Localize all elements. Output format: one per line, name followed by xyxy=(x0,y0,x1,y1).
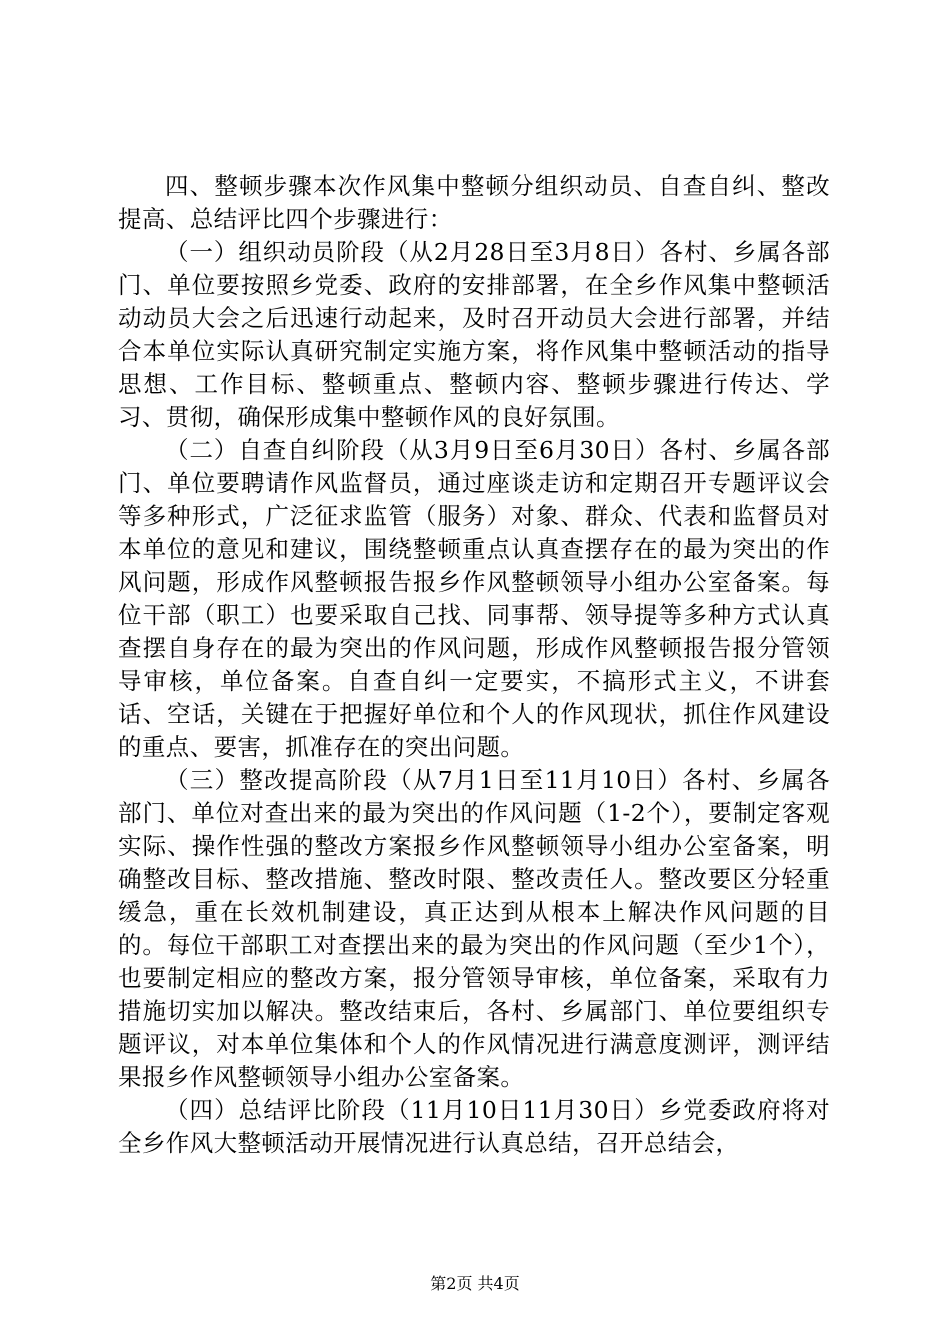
paragraph-stage-4: （四）总结评比阶段（11月10日11月30日）乡党委政府将对全乡作风大整顿活动开展情况进行认真总结，召开总结会， xyxy=(118,1096,830,1157)
page-number: 第2页 共4页 xyxy=(430,1274,520,1293)
document-body xyxy=(118,170,830,1160)
paragraph-stage-3: （三）整改提高阶段（从7月1日至11月10日）各村、乡属各部门、单位对查出来的最为突出的作风问题（1-2个），要制定客观实际、操作性强的整改方案报乡作风整顿领导小组办公室备案，明确整改目标、整改措施、整改时限、整改责任人。整改要区分轻重缓急，重在长效机制建设，真正达到从根本上解决作风问题的目的。每位干部职工对查摆出来的最为突出的作风问题（至少1个），也要制定相应的整改方案，报分管领导审核，单位备案，采取有力措施切实加以解决。整改结束后，各村、乡属部门、单位要组织专题评议，对本单位集体和个人的作风情况进行满意度测评，测评结果报乡作风整顿领导小组办公室备案。 xyxy=(118,766,830,1091)
paragraph-steps-intro: 四、整顿步骤本次作风集中整顿分组织动员、自查自纠、整改提高、总结评比四个步骤进行： xyxy=(118,172,830,233)
paragraph-stage-2: （二）自查自纠阶段（从3月9日至6月30日）各村、乡属各部门、单位要聘请作风监督员，通过座谈走访和定期召开专题评议会等多种形式，广泛征求监管（服务）对象、群众、代表和监督员对本单位的意见和建议，围绕整顿重点认真查摆存在的最为突出的作风问题，形成作风整顿报告报乡作风整顿领导小组办公室备案。每位干部（职工）也要采取自己找、同事帮、领导提等多种方式认真查摆自身存在的最为突出的作风问题，形成作风整顿报告报分管领导审核，单位备案。自查自纠一定要实，不搞形式主义，不讲套话、空话，关键在于把握好单位和个人的作风现状，抓住作风建设的重点、要害，抓准存在的突出问题。 xyxy=(118,436,830,761)
paragraph-stage-1: （一）组织动员阶段（从2月28日至3月8日）各村、乡属各部门、单位要按照乡党委、政府的安排部署，在全乡作风集中整顿活动动员大会之后迅速行动起来，及时召开动员大会进行部署，并结合本单位实际认真研究制定实施方案，将作风集中整顿活动的指导思想、工作目标、整顿重点、整顿内容、整顿步骤进行传达、学习、贯彻，确保形成集中整顿作风的良好氛围。 xyxy=(118,238,830,431)
page-footer xyxy=(0,1274,950,1294)
